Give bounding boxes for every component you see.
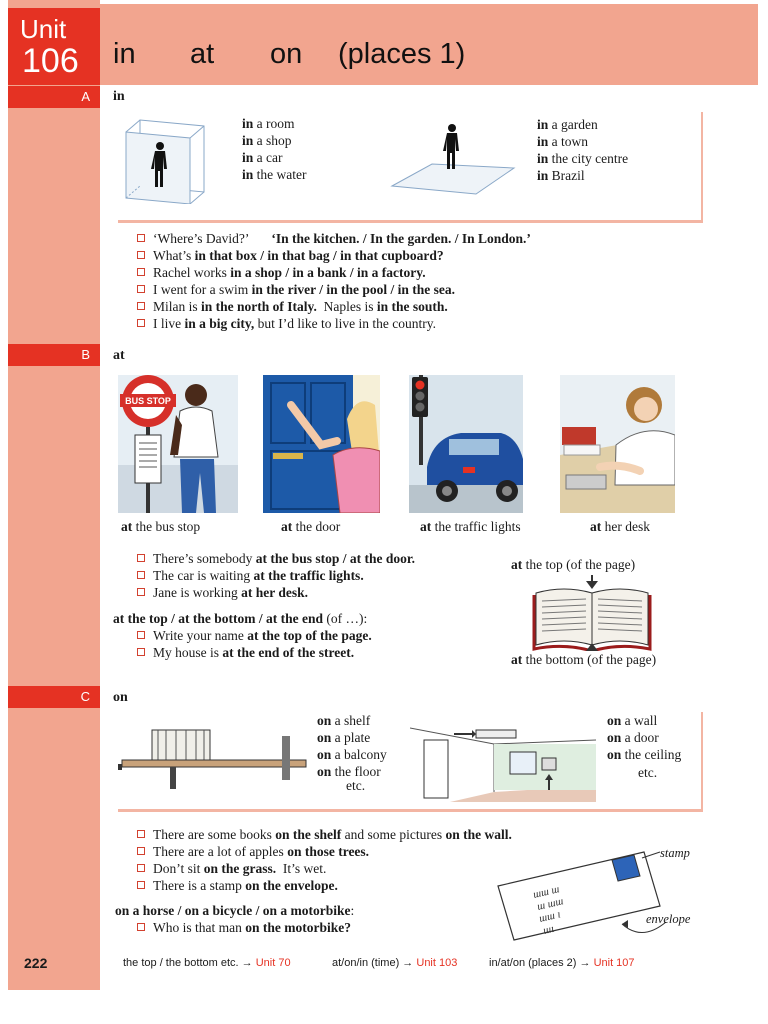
on-list-left [317,713,387,781]
at-phrase: at the top / at the bottom / at the end (of …): [113,611,368,626]
room-illustration [410,722,600,802]
caption-door: at the door [281,519,341,534]
section-a-heading: in [113,89,125,104]
unit-label: Unit [20,14,67,44]
example-line: There are a lot of apples on those trees. [137,844,512,861]
title-rest: (places 1) [338,38,466,70]
example-line: There’s somebody at the bus stop / at the door. [137,551,415,568]
book-illustration [532,575,652,651]
stamp-label: stamp [660,846,690,860]
page-number: 222 [24,955,48,971]
etc-left: etc. [346,778,366,793]
example-line: Don’t sit on the grass. It’s wet. [137,861,512,878]
section-a-examples [137,231,531,333]
checkbox-icon [137,588,145,596]
list-item: on a shelf [317,713,371,728]
section-c-tab: C [8,686,100,708]
ref-unit-103[interactable]: Unit 103 [416,957,458,969]
ref-unit-107[interactable]: Unit 107 [593,957,635,969]
checkbox-icon [137,648,145,656]
checkbox-icon [137,923,145,931]
checkbox-icon [137,251,145,259]
example-line: Who is that man on the motorbike? [137,920,351,937]
example-line: My house is at the end of the street. [137,645,372,662]
caption-desk: at her desk [590,519,650,534]
title-in: in [113,38,136,70]
on-phrase: on a horse / on a bicycle / on a motorbike: [115,903,355,918]
svg-text:ɯɯ ı: ɯɯ ı [537,908,562,925]
checkbox-icon [137,830,145,838]
list-item: in a shop [242,133,292,148]
example-line: There are some books on the shelf and some pictures on the wall. [137,827,512,844]
list-item: in a garden [537,117,598,132]
example-line: Milan is in the north of Italy. Naples is in the south. [137,299,531,316]
checkbox-icon [137,319,145,327]
unit-number: 106 [22,42,79,80]
checkbox-icon [137,864,145,872]
footer-ref-2: at/on/in (time) → Unit 103 [332,957,458,969]
example-line: Write your name at the top of the page. [137,628,372,645]
section-c-examples-2 [137,920,351,937]
title-at: at [190,38,215,70]
svg-text:ɯı: ɯı [541,922,556,937]
section-b-examples-2 [137,628,372,662]
list-item: on the floor [317,764,381,779]
checkbox-icon [137,554,145,562]
title-on: on [270,38,303,70]
list-item: on a balcony [317,747,387,762]
checkbox-icon [137,571,145,579]
example-line: The car is waiting at the traffic lights. [137,568,415,585]
checkbox-icon [137,285,145,293]
example-line: There is a stamp on the envelope. [137,878,512,895]
section-b-heading: at [113,348,125,363]
section-a-tab: A [8,86,100,108]
section-c-heading: on [113,690,128,705]
envelope-label: envelope [646,912,691,926]
checkbox-icon [137,631,145,639]
caption-bus-stop: at the bus stop [121,519,201,534]
footer-ref-1: the top / the bottom etc. → Unit 70 [123,957,291,969]
envelope-illustration [494,846,694,946]
list-item: on the ceiling [607,747,682,762]
in-list-right [537,117,628,185]
caption-traffic-lights: at the traffic lights [420,519,521,534]
bus-stop-sign-text: BUS STOP [125,396,171,406]
door-illustration [263,375,380,513]
desk-illustration [560,375,675,513]
checkbox-icon [137,234,145,242]
checkbox-icon [137,268,145,276]
room-cube-illustration [120,114,210,204]
example-line: I went for a swim in the river / in the pool / in the sea. [137,282,531,299]
example-line: I live in a big city, but I’d like to live in the country. [137,316,531,333]
list-item: in the water [242,167,307,182]
list-item: in the city centre [537,151,629,166]
book-top-label: at the top (of the page) [511,557,636,572]
in-list-left [242,116,307,184]
list-item: on a door [607,730,659,745]
traffic-lights-illustration [409,375,523,513]
list-item: on a wall [607,713,658,728]
ref-unit-70[interactable]: Unit 70 [255,957,291,969]
list-item: in a car [242,150,283,165]
footer-ref-3: in/at/on (places 2) → Unit 107 [489,957,635,969]
bus-stop-illustration [118,375,238,513]
section-c-examples-1 [137,827,512,895]
side-strip [8,0,100,990]
example-line: What’s in that box / in that bag / in that cupboard? [137,248,531,265]
checkbox-icon [137,881,145,889]
list-item: in a room [242,116,295,131]
list-item: in Brazil [537,168,585,183]
example-line: ‘Where’s David?’ ‘In the kitchen. / In the garden. / In London.’ [137,231,531,248]
garden-plane-illustration [388,118,518,198]
section-b-tab: B [8,344,100,366]
svg-text:ɯɯ ɯ: ɯɯ ɯ [531,883,561,901]
checkbox-icon [137,847,145,855]
unit-badge [8,8,100,85]
on-list-right [607,713,681,764]
list-item: in a town [537,134,589,149]
section-b-examples-1 [137,551,415,602]
checkbox-icon [137,302,145,310]
etc-right: etc. [638,765,658,780]
book-bottom-label: at the bottom (of the page) [511,652,657,667]
example-line: Jane is working at her desk. [137,585,415,602]
shelf-illustration [118,722,308,796]
svg-text:ɯ ɯɯ: ɯ ɯɯ [535,895,565,913]
list-item: on a plate [317,730,371,745]
example-line: Rachel works in a shop / in a bank / in a factory. [137,265,531,282]
